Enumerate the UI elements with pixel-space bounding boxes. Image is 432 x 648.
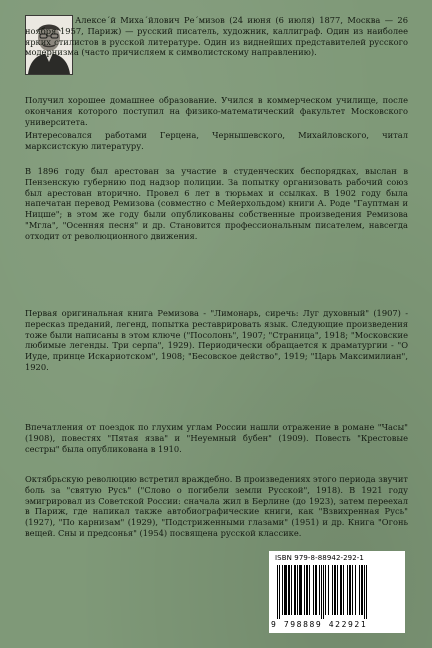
isbn-label: ISBN 979-8-88942-292-1 (275, 554, 364, 562)
paragraph-travels: Впечатления от поездок по глухим углам России нашли отражение в романе "Часы" (1908), повестях "Пятая язва" и "Неуемный бубен" (1909). Повесть "Крестовые сестры" была опубликована в 1910. (25, 422, 408, 454)
paragraph-interests: Интересовался работами Герцена, Чернышевского, Михайловского, читал марксистскую литературу. (25, 130, 408, 151)
paragraph-emigration: Октябрьскую революцию встретил враждебно. В произведениях этого периода звучит боль за "святую Русь" ("Слово о погибели земли Русской", 1918). В 1921 году эмигрировал из Советской России: сначала жил в Берлине (до 1923), затем переехал в Париж, где напикал также автобиографические книги, как "Взвихренная Русь" (1927), "По карнизам" (1929), "Подстриженными глазами" (1951) и др. Книга "Огонь вещей. Сны и предсонья" (1954) посвящена русской классике. (25, 474, 408, 538)
paragraph-arrest: В 1896 году был арестован за участие в студенческих беспорядках, выслан в Пензенскую губернию под надзор полиции. За попытку организовать рабочий союз был арестован вторично. Провел 6 лет в тюрьмах и ссылках. В 1902 году была напечатан перевод Ремизова (совместно с Мейерхольдом) книги А. Роде "Гауптман и Ницше"; в этом же году были опубликованы собственные произведения Ремизова "Мгла", "Осенняя песня" и др. Становится профессиональным писателем, навсегда отходит от революционного движения. (25, 166, 408, 241)
isbn-digits: 9 798889 422921 (271, 620, 368, 629)
barcode-image (275, 565, 399, 619)
paragraph-first-book: Первая оригинальная книга Ремизова - "Лимонарь, сиречь: Луг духовный" (1907) - пересказ преданий, легенд, попытка реставрировать язык. Следующие произведения тоже были написаны в этом ключе ("Посолонь", 1907; "Страница", 1918; "Московские любимые легенды. Три серпа", 1929). Периодически обращается к драматургии - "О Иуде, принце Искариотском", 1908; "Бесовское действо", 1919; "Царь Максимилиан", 1920. (25, 308, 408, 372)
paragraph-education: Получил хорошее домашнее образование. Учился в коммерческом училище, после окончания которого поступил на физико-математический факультет Московского университета. (25, 95, 408, 127)
paragraph-intro: Алексе´й Миха´йлович Ре´мизов (24 июня (6 июля) 1877, Москва — 26 ноября 1957, Париж) — русский писатель, художник, каллиграф. Один из наиболее ярких стилистов в русской литературе. Один из виднейших представителей русского модернизма (часто причисляем к символистскому направлению). (25, 15, 408, 58)
isbn-barcode-block (269, 551, 405, 633)
